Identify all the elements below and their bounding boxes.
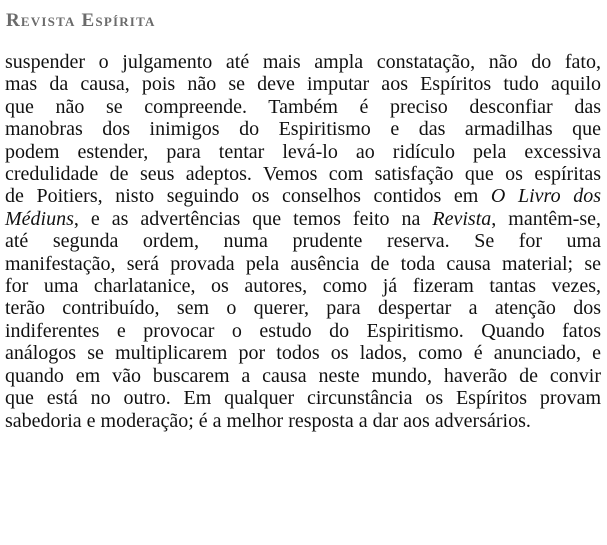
text-line: de Poitiers, nisto seguindo os conselhos contidos em O Livro dos [5,185,601,208]
text-line: credulidade de seus adeptos. Vemos com satisfação que os espíritas [5,163,601,186]
text-line: suspender o julgamento até mais ampla constatação, não do fato, [5,51,601,73]
text-line: terão contribuído, sem o querer, para despertar a atenção dos [5,297,601,320]
text-line: que não se compreende. Também é preciso desconfiar das [5,95,601,118]
text-line: até segunda ordem, numa prudente reserva. Se for uma [5,230,601,253]
text-line: indiferentes e provocar o estudo do Espiritismo. Quando fatos [5,319,601,342]
text-line: for uma charlatanice, os autores, como já fizeram tantas vezes, [5,275,601,298]
text-line: sabedoria e moderação; é a melhor resposta a dar aos adversários. [5,409,531,432]
text-line: que está no outro. Em qualquer circunstância os Espíritos provam [5,387,601,410]
text-line: manobras dos inimigos do Espiritismo e das armadilhas que [5,118,601,141]
book-title-italic: O Livro dos [490,185,601,208]
text-line: podem estender, para tentar levá-lo ao ridículo pela excessiva [5,140,601,163]
text-line: análogos se multiplicarem por todos os lados, como é anunciado, e [5,342,601,365]
journal-title-italic: Revista [432,207,492,230]
text-line: quando em vão buscarem a causa neste mundo, haverão de convir [5,364,601,387]
body-paragraph [5,51,601,432]
text-line: Médiuns, e as advertências que temos feito na Revista, mantêm-se, [5,207,602,230]
text-line: manifestação, será provada pela ausência de toda causa material; se [5,252,601,275]
running-head: Revista Espírita [6,10,156,31]
text-line: mas da causa, pois não se deve imputar aos Espíritos tudo aquilo [5,73,601,96]
book-title-italic: Médiuns [5,207,74,230]
